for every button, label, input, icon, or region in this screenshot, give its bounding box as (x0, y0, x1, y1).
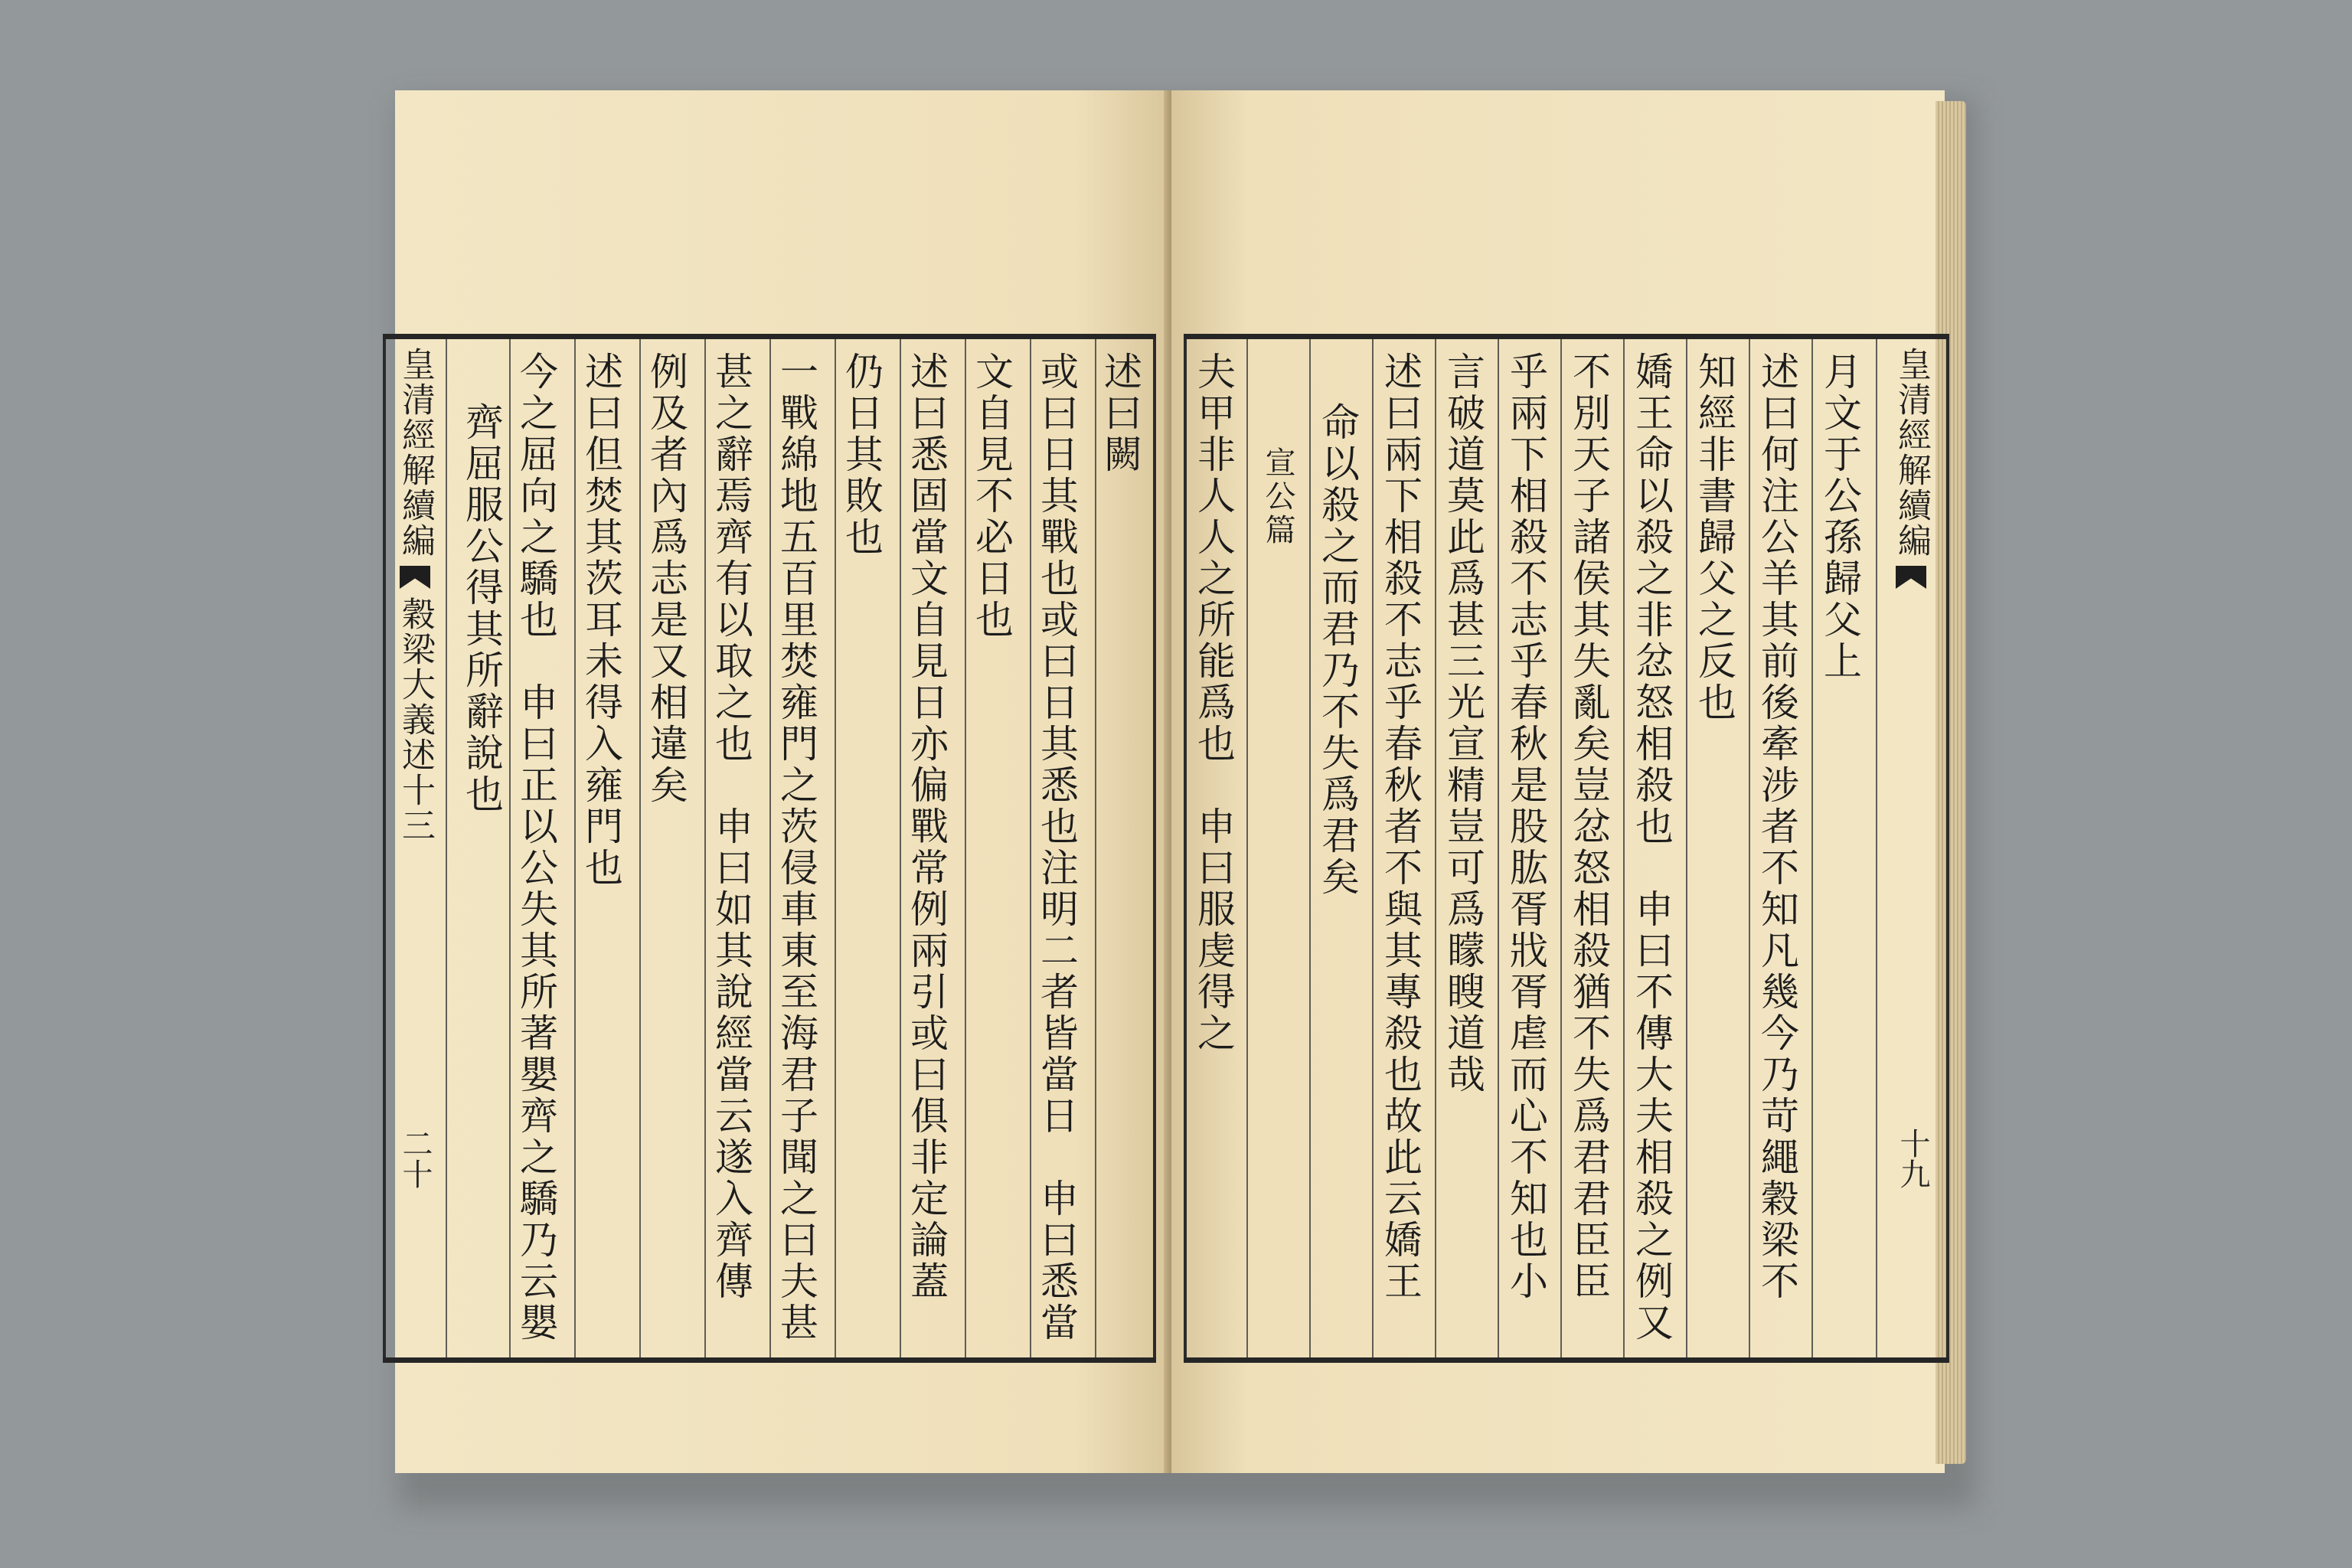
left-spine-subtitle: 穀梁大義述十三 (396, 596, 435, 843)
text-column: 齊屈服公得其所辭說也 (459, 402, 504, 815)
text-column: 述曰悉固當文自見日亦偏戰常例兩引或曰俱非定論蓋 (904, 351, 949, 1302)
left-spine-text (390, 347, 439, 843)
column-rule (1623, 339, 1625, 1357)
text-column: 例及者內爲志是又相違矣 (644, 351, 688, 806)
right-inner-border (1184, 339, 1187, 1357)
column-rule (1811, 339, 1813, 1357)
text-column: 述曰但焚其茨耳未得入雍門也 (579, 351, 623, 889)
text-column: 述曰何注公羊其前後牽涉者不知凡幾今乃苛繩穀梁不 (1755, 351, 1799, 1302)
right-text-frame (1184, 334, 1949, 1363)
column-rule (1686, 339, 1687, 1357)
section-heading: 宣公篇 (1260, 446, 1295, 547)
text-column: 夫甲非人人之所能爲也 申曰服虔得之 (1191, 351, 1236, 1054)
text-column: 述曰兩下相殺不志乎春秋者不與其專殺也故此云嬌王 (1378, 351, 1423, 1302)
text-column: 甚之辭焉齊有以取之也 申曰如其說經當云遂入齊傳 (709, 351, 753, 1302)
right-leaf-number: 十九 (1895, 1128, 1930, 1189)
text-column: 月文于公孫歸父上 (1818, 351, 1862, 682)
left-inner-border (1153, 339, 1156, 1357)
text-column: 嬌王命以殺之非忿怒相殺也 申曰不傳大夫相殺之例又 (1629, 351, 1674, 1344)
text-column: 命以殺之而君乃不失爲君矣 (1315, 402, 1360, 898)
right-border (1946, 339, 1949, 1357)
right-spine-text (1886, 347, 1936, 596)
column-rule (1309, 339, 1311, 1357)
text-column: 知經非書歸父之反也 (1692, 351, 1736, 724)
text-column: 言破道莫此爲甚三光宣精豈可爲矇瞍道哉 (1441, 351, 1485, 1096)
text-column: 一戰綿地五百里焚雍門之茨侵車東至海君子聞之曰夫甚 (774, 351, 818, 1344)
left-spine-title: 皇清經解續編 (396, 347, 435, 558)
text-column: 仍日其敗也 (839, 351, 884, 558)
fish-tail-icon (400, 566, 430, 589)
text-column: 乎兩下相殺不志乎春秋是股肱胥戕胥虐而心不知也小 (1504, 351, 1548, 1302)
column-rule (1095, 339, 1096, 1357)
text-column: 述曰闕 (1098, 351, 1142, 475)
column-rule (1498, 339, 1499, 1357)
right-spine-title: 皇清經解續編 (1892, 347, 1931, 558)
text-column: 今之屈向之驕也 申曰正以公失其所著嬰齊之驕乃云嬰 (514, 351, 558, 1344)
spine-rule (1876, 339, 1877, 1357)
column-rule (1560, 339, 1562, 1357)
text-column: 不別天子諸侯其失亂矣豈忿怒相殺猶不失爲君君臣臣 (1566, 351, 1611, 1302)
column-rule (1435, 339, 1436, 1357)
spine-rule (446, 339, 447, 1357)
text-column: 文自見不必日也 (969, 351, 1014, 641)
left-text-frame (383, 334, 1156, 1363)
left-border (383, 339, 386, 1357)
column-rule (1372, 339, 1374, 1357)
column-rule (1749, 339, 1750, 1357)
text-column: 或曰日其戰也或曰日其悉也注明二者皆當日 申曰悉當 (1034, 351, 1079, 1344)
left-leaf-number: 二十 (397, 1128, 433, 1189)
column-rule (1246, 339, 1248, 1357)
fish-tail-icon (1896, 566, 1926, 589)
